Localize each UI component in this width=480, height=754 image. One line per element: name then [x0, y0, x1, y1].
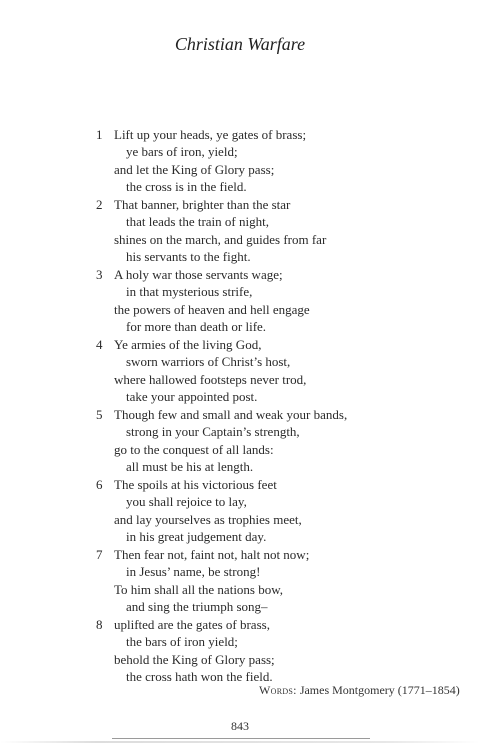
- verse-lines: [114, 126, 306, 196]
- verse-line: sworn warriors of Christ’s host,: [126, 354, 291, 370]
- verse-number: 8: [96, 617, 103, 632]
- verse-line: in that mysterious strife,: [126, 284, 253, 300]
- verse-line: for more than death or life.: [126, 319, 267, 335]
- verse-number: 7: [96, 547, 103, 562]
- verse-line: ye bars of iron, yield;: [126, 144, 238, 160]
- verse-line: where hallowed footsteps never trod,: [114, 371, 307, 387]
- verse-line: take your appointed post.: [126, 389, 258, 405]
- verse-5: [96, 406, 396, 476]
- verse-line: behold the King of Glory pass;: [114, 651, 275, 667]
- verse-line: Lift up your heads, ye gates of brass;: [114, 127, 307, 142]
- verse-2: [96, 196, 396, 266]
- verse-line: and lay yourselves as trophies meet,: [114, 511, 302, 527]
- verse-number: 6: [96, 477, 103, 492]
- bottom-rule: [112, 738, 370, 739]
- verse-3: [96, 266, 396, 336]
- verse-line: and sing the triumph song–: [126, 599, 268, 615]
- verse-list: [96, 126, 396, 686]
- verse-line: in Jesus’ name, be strong!: [126, 564, 261, 580]
- verse-4: [96, 336, 396, 406]
- verse-line: shines on the march, and guides from far: [114, 231, 327, 247]
- hymn-title: Christian Warfare: [174, 34, 306, 54]
- verse-line: strong in your Captain’s strength,: [126, 424, 300, 440]
- verse-lines: [114, 196, 326, 266]
- verse-line: the powers of heaven and hell engage: [114, 301, 310, 317]
- verse-line: you shall rejoice to lay,: [126, 494, 247, 510]
- verse-line: his servants to the fight.: [126, 249, 251, 265]
- verse-lines: [114, 476, 302, 546]
- verse-line: To him shall all the nations bow,: [114, 581, 284, 597]
- verse-lines: [114, 546, 309, 616]
- verse-line: Ye armies of the living God,: [114, 337, 262, 352]
- verse-lines: [114, 616, 275, 686]
- verse-number: 3: [96, 267, 103, 282]
- verse-line: Though few and small and weak your bands,: [114, 407, 348, 422]
- verse-line: the cross is in the field.: [126, 179, 247, 195]
- verse-lines: [114, 266, 310, 336]
- verse-number: 5: [96, 407, 103, 422]
- verse-line: A holy war those servants wage;: [114, 267, 283, 282]
- scan-edge-shadow: [0, 741, 480, 743]
- verse-number: 1: [96, 127, 103, 142]
- verse-line: that leads the train of night,: [126, 214, 269, 230]
- verse-lines: [114, 406, 347, 476]
- verse-6: [96, 476, 396, 546]
- credit-label: Words:: [259, 683, 297, 697]
- verse-line: all must be his at length.: [126, 459, 254, 475]
- verse-line: the cross hath won the field.: [126, 669, 273, 685]
- credit-author: James Montgomery (1771–1854): [299, 683, 460, 697]
- verse-line: and let the King of Glory pass;: [114, 161, 275, 177]
- verse-number: 2: [96, 197, 103, 212]
- verse-7: [96, 546, 396, 616]
- verse-line: That banner, brighter than the star: [114, 197, 291, 212]
- verse-line: uplifted are the gates of brass,: [114, 617, 270, 632]
- verse-1: [96, 126, 396, 196]
- verse-number: 4: [96, 337, 103, 352]
- verse-8: [96, 616, 396, 686]
- verse-line: The spoils at his victorious feet: [114, 477, 277, 492]
- verse-line: in his great judgement day.: [126, 529, 267, 545]
- verse-line: Then fear not, faint not, halt not now;: [114, 547, 310, 562]
- verse-line: go to the conquest of all lands:: [114, 441, 274, 457]
- verse-line: the bars of iron yield;: [126, 634, 238, 650]
- words-credit: [259, 683, 460, 698]
- verse-lines: [114, 336, 306, 406]
- page-number: 843: [231, 719, 249, 733]
